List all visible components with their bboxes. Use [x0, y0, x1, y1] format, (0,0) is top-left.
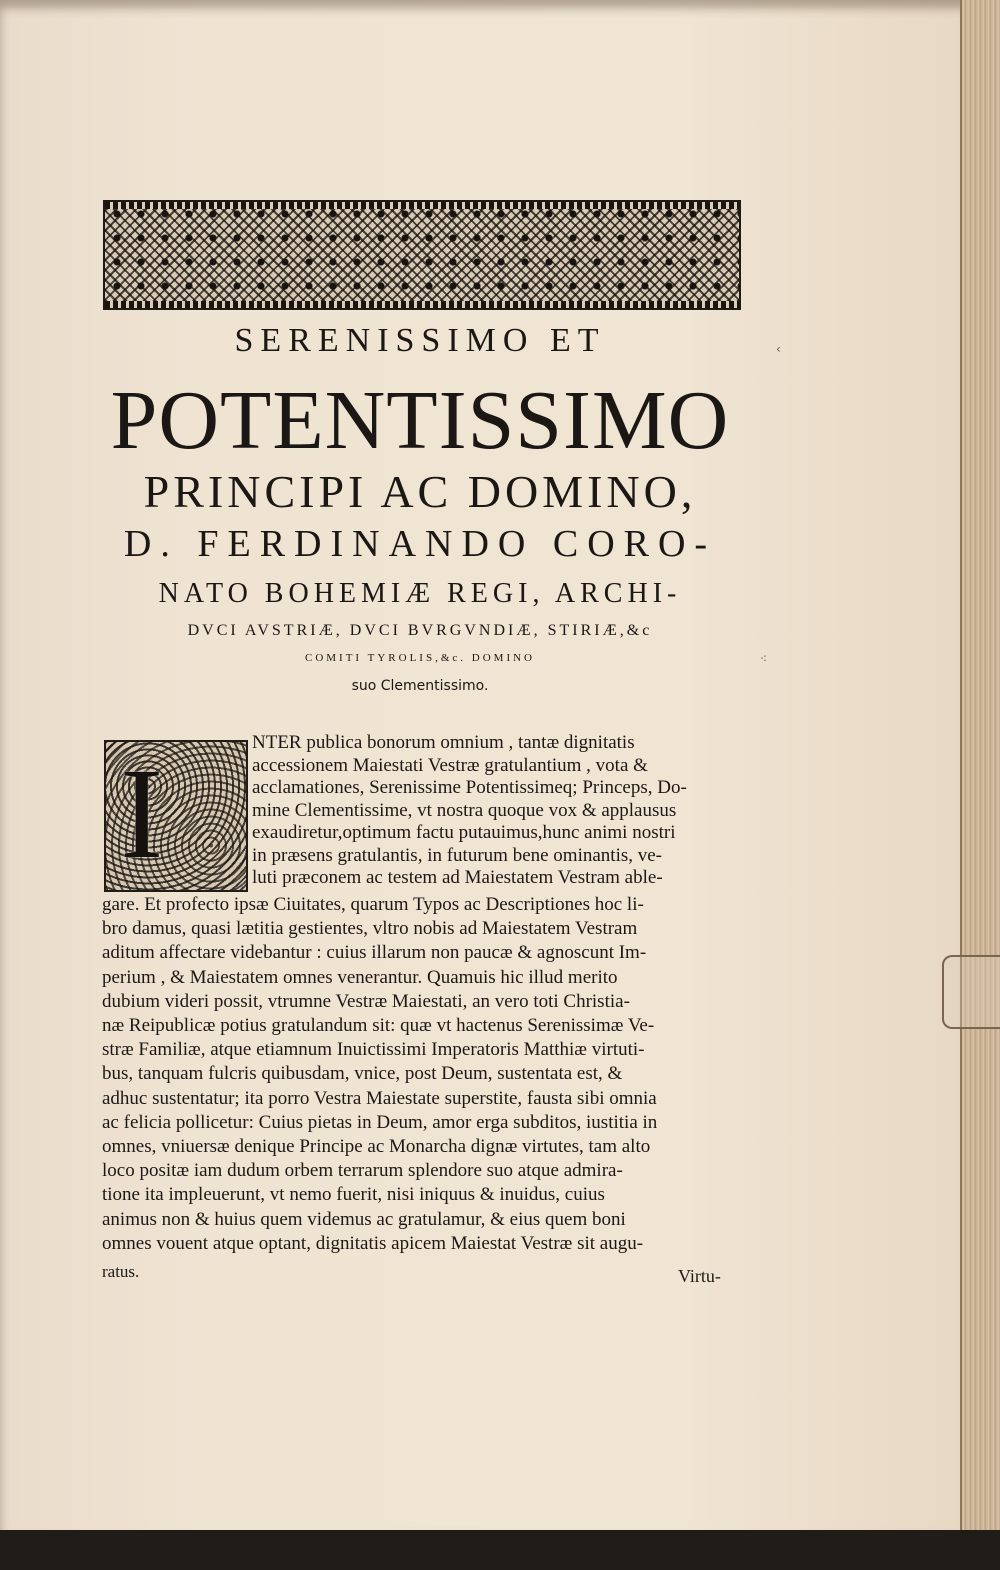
margin-speck: ‹: [776, 342, 781, 356]
text-line: bus, tanquam fulcris quibusdam, vnice, post Deum, sustentata est, &: [102, 1063, 623, 1085]
dedication-line-7: COMITI TYROLIS,&c. DOMINO: [304, 652, 535, 664]
dedication-line-1: SERENISSIMO ET: [234, 322, 606, 359]
dedication-line-8: suo Clementissimo.: [351, 678, 489, 694]
text-line: mine Clementissime, vt nostra quoque vox & applausus: [252, 799, 677, 821]
margin-speck: ⁖: [760, 652, 768, 666]
decorated-initial: [104, 740, 248, 892]
text-line: omnes vouent atque optant, dignitatis apicem Maiestat Vestræ sit augu-: [102, 1232, 644, 1254]
ornamental-headpiece: [103, 200, 741, 310]
text-line: exaudiretur,optimum factu putauimus,hunc animi nostri: [252, 822, 676, 843]
text-line: luti præconem ac testem ad Maiestatem Vestram able-: [252, 867, 663, 888]
ornament-border-top: [105, 202, 739, 209]
text-line: stræ Familiæ, atque etiamnum Inuictissimi Imperatoris Matthiæ virtuti-: [102, 1039, 645, 1061]
ribbon-marker: [942, 955, 1000, 1029]
page-fore-edge: [960, 0, 1000, 1535]
text-line: tione ita impleuerunt, vt nemo fuerit, nisi iniquus & inuidus, cuius: [102, 1184, 605, 1206]
background-edge: [0, 1530, 1000, 1570]
dedication-line-3: PRINCIPI AC DOMINO,: [143, 466, 697, 517]
catchword: Virtu-: [678, 1266, 721, 1286]
text-line: dubium videri possit, vtrumne Vestræ Maiestati, an vero toti Christia-: [102, 990, 630, 1012]
text-line: næ Reipublicæ potius gratulandum sit: quæ vt hactenus Serenissimæ Ve-: [102, 1015, 655, 1036]
text-line: omnes, vniuersæ denique Principe ac Monarcha dignæ virtutes, tam alto: [102, 1136, 651, 1157]
text-line: perium , & Maiestatem omnes venerantur. Quamuis hic illud merito: [102, 966, 618, 988]
text-line: in præsens gratulantis, in futurum bene ominantis, ve-: [252, 844, 663, 866]
dedication-line-6: DVCI AVSTRIÆ, DVCI BVRGVNDIÆ, STIRIÆ,&c: [187, 622, 653, 639]
text-line: acclamationes, Serenissime Potentissimeq; Princeps, Do-: [252, 777, 687, 798]
initial-letter: I: [120, 742, 164, 886]
text-line: accessionem Maiestati Vestræ gratulantium , vota &: [252, 754, 648, 776]
dedication-line-2: POTENTISSIMO: [110, 374, 730, 467]
body-last-line: ratus.: [102, 1262, 140, 1281]
text-line: ac felicia pollicetur: Cuius pietas in Deum, amor erga subditos, iustitia in: [102, 1111, 658, 1133]
text-line: bro damus, quasi lætitia gestientes, vltro nobis ad Maiestatem Vestram: [102, 918, 638, 940]
text-line: adhuc sustentatur; ita porro Vestra Maiestate superstite, fausta sibi omnia: [102, 1087, 657, 1109]
text-line: NTER publica bonorum omnium , tantæ dignitatis: [252, 732, 635, 753]
dedication-line-5: NATO BOHEMIÆ REGI, ARCHI-: [158, 578, 682, 609]
text-line: loco positæ iam dudum orbem terrarum splendore suo atque admira-: [102, 1160, 623, 1182]
text-line: gare. Et profecto ipsæ Ciuitates, quarum Typos ac Descriptiones hoc li-: [102, 894, 644, 915]
text-line: animus non & huius quem videmus ac gratulamur, & eius quem boni: [102, 1208, 626, 1230]
text-line: aditum affectare videbantur : cuius illarum non paucæ & agnoscunt Im-: [102, 942, 647, 964]
dedication-line-4: D. FERDINANDO CORO-: [123, 523, 717, 565]
ornament-border-bottom: [105, 301, 739, 308]
